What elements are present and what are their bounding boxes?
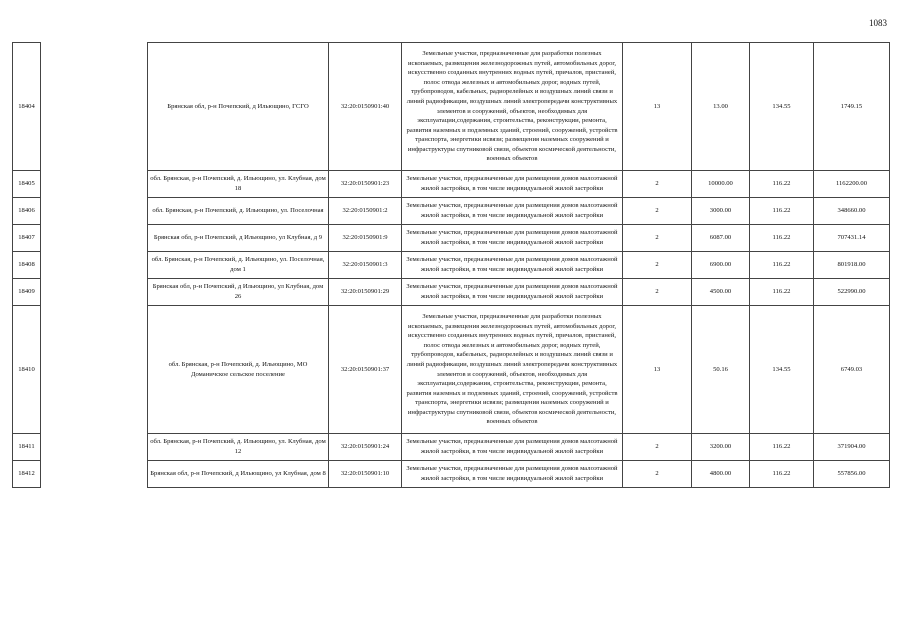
area-cell: 3200.00 [692,434,750,461]
cadastral-number-cell: 32:20:0150901:9 [329,225,402,252]
table-row [13,279,890,306]
rate-cell: 116.22 [750,225,814,252]
spacer-cell [41,198,148,225]
rate-cell: 116.22 [750,171,814,198]
spacer-cell [41,252,148,279]
land-use-description-cell: Земельные участки, предназначенные для размещения домов малоэтажной жилой застройки, в том числе индивидуальной жилой застройки [402,198,623,225]
rate-cell: 116.22 [750,461,814,488]
cadastral-value-cell: 707431.14 [814,225,890,252]
rate-cell: 116.22 [750,198,814,225]
address-cell: Брянская обл, р-н Почепский, д Ильющино, ГСГО [148,43,329,171]
spacer-cell [41,306,148,434]
table-row [13,461,890,488]
area-cell: 6900.00 [692,252,750,279]
area-cell: 10000.00 [692,171,750,198]
row-number: 18405 [13,171,41,198]
address-cell: Брянская обл, р-н Почепский, д Ильющино, ул Клубная, дом 26 [148,279,329,306]
rate-cell: 116.22 [750,252,814,279]
cadastral-number-cell: 32:20:0150901:40 [329,43,402,171]
cadastral-value-cell: 348660.00 [814,198,890,225]
page-number: 1083 [869,18,887,28]
row-number: 18410 [13,306,41,434]
land-use-description-cell: Земельные участки, предназначенные для размещения домов малоэтажной жилой застройки, в том числе индивидуальной жилой застройки [402,434,623,461]
address-cell: обл. Брянская, р-н Почепский, д. Ильющино, МО Доманичское сельское поселение [148,306,329,434]
row-number: 18407 [13,225,41,252]
group-cell: 2 [623,171,692,198]
group-cell: 2 [623,252,692,279]
cadastral-number-cell: 32:20:0150901:2 [329,198,402,225]
table-row [13,434,890,461]
land-use-description-cell: Земельные участки, предназначенные для размещения домов малоэтажной жилой застройки, в том числе индивидуальной жилой застройки [402,252,623,279]
cadastral-value-cell: 1162200.00 [814,171,890,198]
cadastral-number-cell: 32:20:0150901:29 [329,279,402,306]
area-cell: 50.16 [692,306,750,434]
cadastral-number-cell: 32:20:0150901:23 [329,171,402,198]
spacer-cell [41,43,148,171]
spacer-cell [41,461,148,488]
cadastral-value-cell: 557856.00 [814,461,890,488]
area-cell: 4800.00 [692,461,750,488]
group-cell: 2 [623,279,692,306]
row-number: 18404 [13,43,41,171]
spacer-cell [41,279,148,306]
group-cell: 13 [623,43,692,171]
rate-cell: 134.55 [750,306,814,434]
table-row [13,252,890,279]
spacer-cell [41,171,148,198]
group-cell: 2 [623,198,692,225]
area-cell: 6087.00 [692,225,750,252]
cadastral-number-cell: 32:20:0150901:24 [329,434,402,461]
land-use-description-cell: Земельные участки, предназначенные для размещения домов малоэтажной жилой застройки, в том числе индивидуальной жилой застройки [402,225,623,252]
table-row [13,225,890,252]
area-cell: 3000.00 [692,198,750,225]
cadastral-number-cell: 32:20:0150901:3 [329,252,402,279]
row-number: 18408 [13,252,41,279]
rate-cell: 116.22 [750,434,814,461]
land-use-description-cell: Земельные участки, предназначенные для размещения домов малоэтажной жилой застройки, в том числе индивидуальной жилой застройки [402,279,623,306]
address-cell: обл. Брянская, р-н Почепский, д. Ильющино, ул. Клубная, дом 18 [148,171,329,198]
group-cell: 13 [623,306,692,434]
table-row [13,198,890,225]
cadastral-value-cell: 801918.00 [814,252,890,279]
area-cell: 13.00 [692,43,750,171]
rate-cell: 134.55 [750,43,814,171]
row-number: 18412 [13,461,41,488]
rate-cell: 116.22 [750,279,814,306]
land-use-description-cell: Земельные участки, предназначенные для разработки полезных ископаемых, размещения железнодорожных путей, автомобильных дорог, искусственно созданных внутренних водных путей, причалов, пристаней, полос отвода железных и автомобильных дорог, водных путей, трубопроводов, кабельных, радиорелейных и воздушных линий связи и линий радиофикации, воздушных линий электропередачи конструктивных элементов и сооружений, объектов, необходимых для эксплуатации,содержания, строительства, реконструкции, ремонта, развития наземных и подземных зданий, строений, сооружений, устройств транспорта, энергетики исвязи; размещения наземных сооружений и инфраструктуры спутниковой связи, объектов космической деятельности, военных объектов [402,43,623,171]
address-cell: обл. Брянская, р-н Почепский, д. Ильющино, ул. Поселочная [148,198,329,225]
spacer-cell [41,434,148,461]
group-cell: 2 [623,225,692,252]
cadastral-value-cell: 6749.03 [814,306,890,434]
table-row [13,171,890,198]
cadastral-number-cell: 32:20:0150901:37 [329,306,402,434]
address-cell: обл. Брянская, р-н Почепский, д. Ильющино, ул. Клубная, дом 12 [148,434,329,461]
cadastral-table [12,42,890,488]
cadastral-value-cell: 1749.15 [814,43,890,171]
land-use-description-cell: Земельные участки, предназначенные для размещения домов малоэтажной жилой застройки, в том числе индивидуальной жилой застройки [402,171,623,198]
spacer-cell [41,225,148,252]
land-use-description-cell: Земельные участки, предназначенные для разработки полезных ископаемых, размещения железнодорожных путей, автомобильных дорог, искусственно созданных внутренних водных путей, причалов, пристаней, полос отвода железных и автомобильных дорог, водных путей, трубопроводов, кабельных, радиорелейных и воздушных линий связи и линий радиофикации, воздушных линий электропередачи конструктивных элементов и сооружений, объектов, необходимых для эксплуатации,содержания, строительства, реконструкции, ремонта, развития наземных и подземных зданий, строений, сооружений, устройств транспорта, энергетики исвязи; размещения наземных сооружений и инфраструктуры спутниковой связи, объектов космической деятельности, военных объектов [402,306,623,434]
cadastral-value-cell: 371904.00 [814,434,890,461]
cadastral-value-cell: 522990.00 [814,279,890,306]
row-number: 18411 [13,434,41,461]
table-row [13,43,890,171]
area-cell: 4500.00 [692,279,750,306]
group-cell: 2 [623,434,692,461]
address-cell: Брянская обл, р-н Почепский, д Ильющино, ул Клубная, д 9 [148,225,329,252]
cadastral-number-cell: 32:20:0150901:10 [329,461,402,488]
row-number: 18406 [13,198,41,225]
address-cell: обл. Брянская, р-н Почепский, д. Ильющино, ул. Поселочная, дом 1 [148,252,329,279]
address-cell: Брянская обл, р-н Почепский, д Ильющино, ул Клубная, дом 8 [148,461,329,488]
land-use-description-cell: Земельные участки, предназначенные для размещения домов малоэтажной жилой застройки, в том числе индивидуальной жилой застройки [402,461,623,488]
group-cell: 2 [623,461,692,488]
table-row [13,306,890,434]
row-number: 18409 [13,279,41,306]
